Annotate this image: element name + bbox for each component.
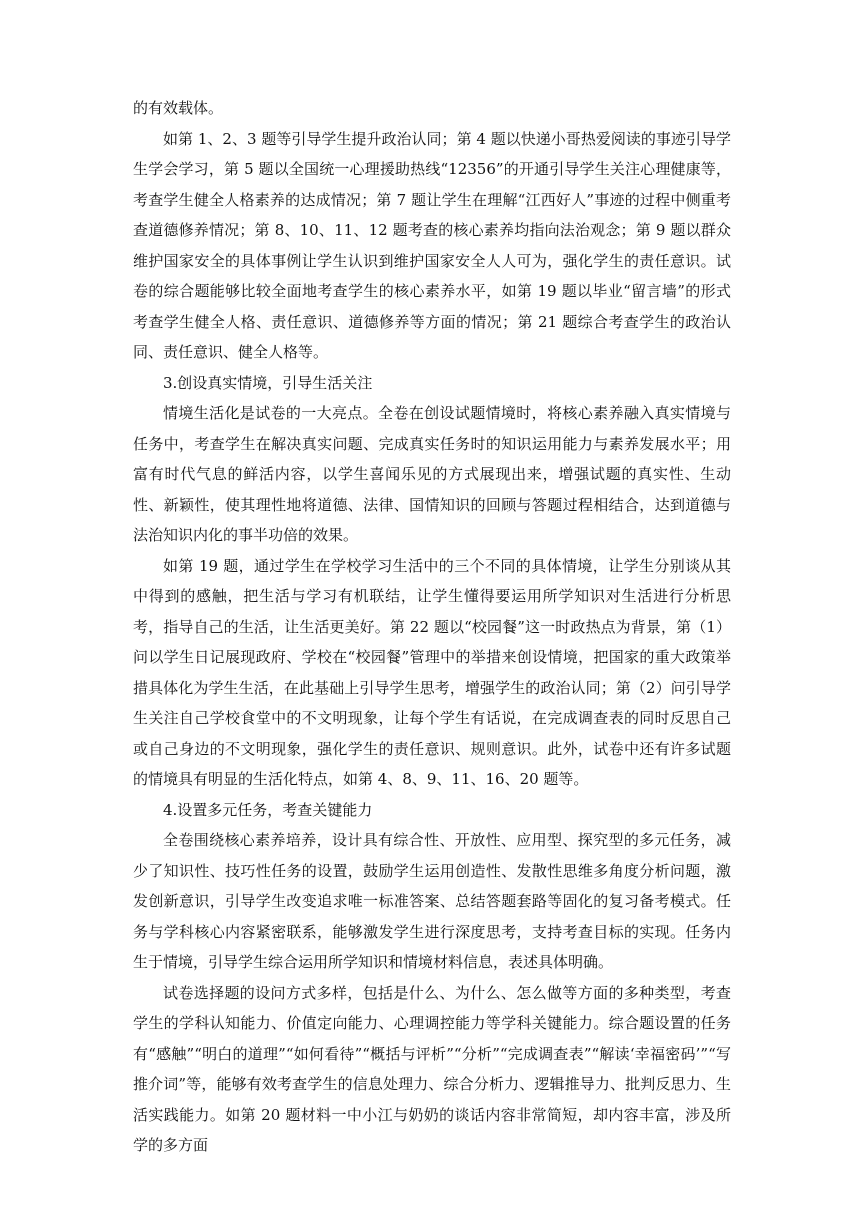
section-heading-4: 4.设置多元任务，考查关键能力 — [163, 800, 373, 819]
paragraph-2: 情境生活化是试卷的一大亮点。全卷在创设试题情境时，将核心素养融入真实情境与任务中，考查学生在解决真实问题、完成真实任务时的知识运用能力与素养发展水平；用富有时代气息的鲜活内容，以学生喜闻乐见的方式展现出来，增强试题的真实性、生动性、新颖性，使其理性地将道德、法律、国情知识的回顾与答题过程相结合，达到道德与法治知识内化的事半功倍的效果。 — [133, 404, 731, 544]
paragraph-1: 如第 1、2、3 题等引导学生提升政治认同；第 4 题以快递小哥热爱阅读的事迹引导学生学会学习，第 5 题以全国统一心理援助热线“12356”的开通引导学生关注心理健康等，考查学生健全人格素养的达成情况；第 7 题让学生在理解“江西好人”事迹的过程中侧重考查道德修养情况；第 8、10、11、12 题考查的核心素养均指向法治观念；第 9 题以群众维护国家安全的具体事例让学生认识到维护国家安全人人可为，强化学生的责任意识。试卷的综合题能够比较全面地考查学生的核心素养水平，如第 19 题以毕业“留言墙”的形式考查学生健全人格、责任意识、道德修养等方面的情况；第 21 题综合考查学生的政治认同、责任意识、健全人格等。 — [133, 129, 731, 361]
continued-paragraph: 的有效载体。 — [133, 99, 224, 117]
paragraph-5: 试卷选择题的设问方式多样，包括是什么、为什么、怎么做等方面的多种类型，考查学生的学科认知能力、价值定向能力、心理调控能力等学科关键能力。综合题设置的任务有“感触”“明白的道理”“如何看待”“概括与评析”“分析”“完成调查表”“解读‘幸福密码’”“写推介词”等，能够有效考查学生的信息处理力、综合分析力、逻辑推导力、批判反思力、生活实践能力。如第 20 题材料一中小江与奶奶的谈话内容非常简短，却内容丰富，涉及所学的多方面 — [133, 983, 731, 1154]
document-body — [133, 93, 731, 1161]
paragraph-3: 如第 19 题，通过学生在学校学习生活中的三个不同的具体情境，让学生分别谈从其中得到的感触，把生活与学习有机联结，让学生懂得要运用所学知识对生活进行分析思考，指导自己的生活，让生活更美好。第 22 题以“校园餐”这一时政热点为背景，第（1）问以学生日记展现政府、学校在“校园餐”管理中的举措来创设情境，把国家的重大政策举措具体化为学生生活，在此基础上引导学生思考，增强学生的政治认同；第（2）问引导学生关注自己学校食堂中的不文明现象，让每个学生有话说，在完成调查表的同时反思自己或自己身边的不文明现象，强化学生的责任意识、规则意识。此外，试卷中还有许多试题的情境具有明显的生活化特点，如第 4、8、9、11、16、20 题等。 — [133, 556, 731, 788]
section-heading-3: 3.创设真实情境，引导生活关注 — [163, 373, 373, 392]
paragraph-4: 全卷围绕核心素养培养，设计具有综合性、开放性、应用型、探究型的多元任务，减少了知识性、技巧性任务的设置，鼓励学生运用创造性、发散性思维多角度分析问题，激发创新意识，引导学生改变追求唯一标准答案、总结答题套路等固化的复习备考模式。任务与学科核心内容紧密联系，能够激发学生进行深度思考，支持考查目标的实现。任务内生于情境，引导学生综合运用所学知识和情境材料信息，表述具体明确。 — [133, 831, 731, 971]
